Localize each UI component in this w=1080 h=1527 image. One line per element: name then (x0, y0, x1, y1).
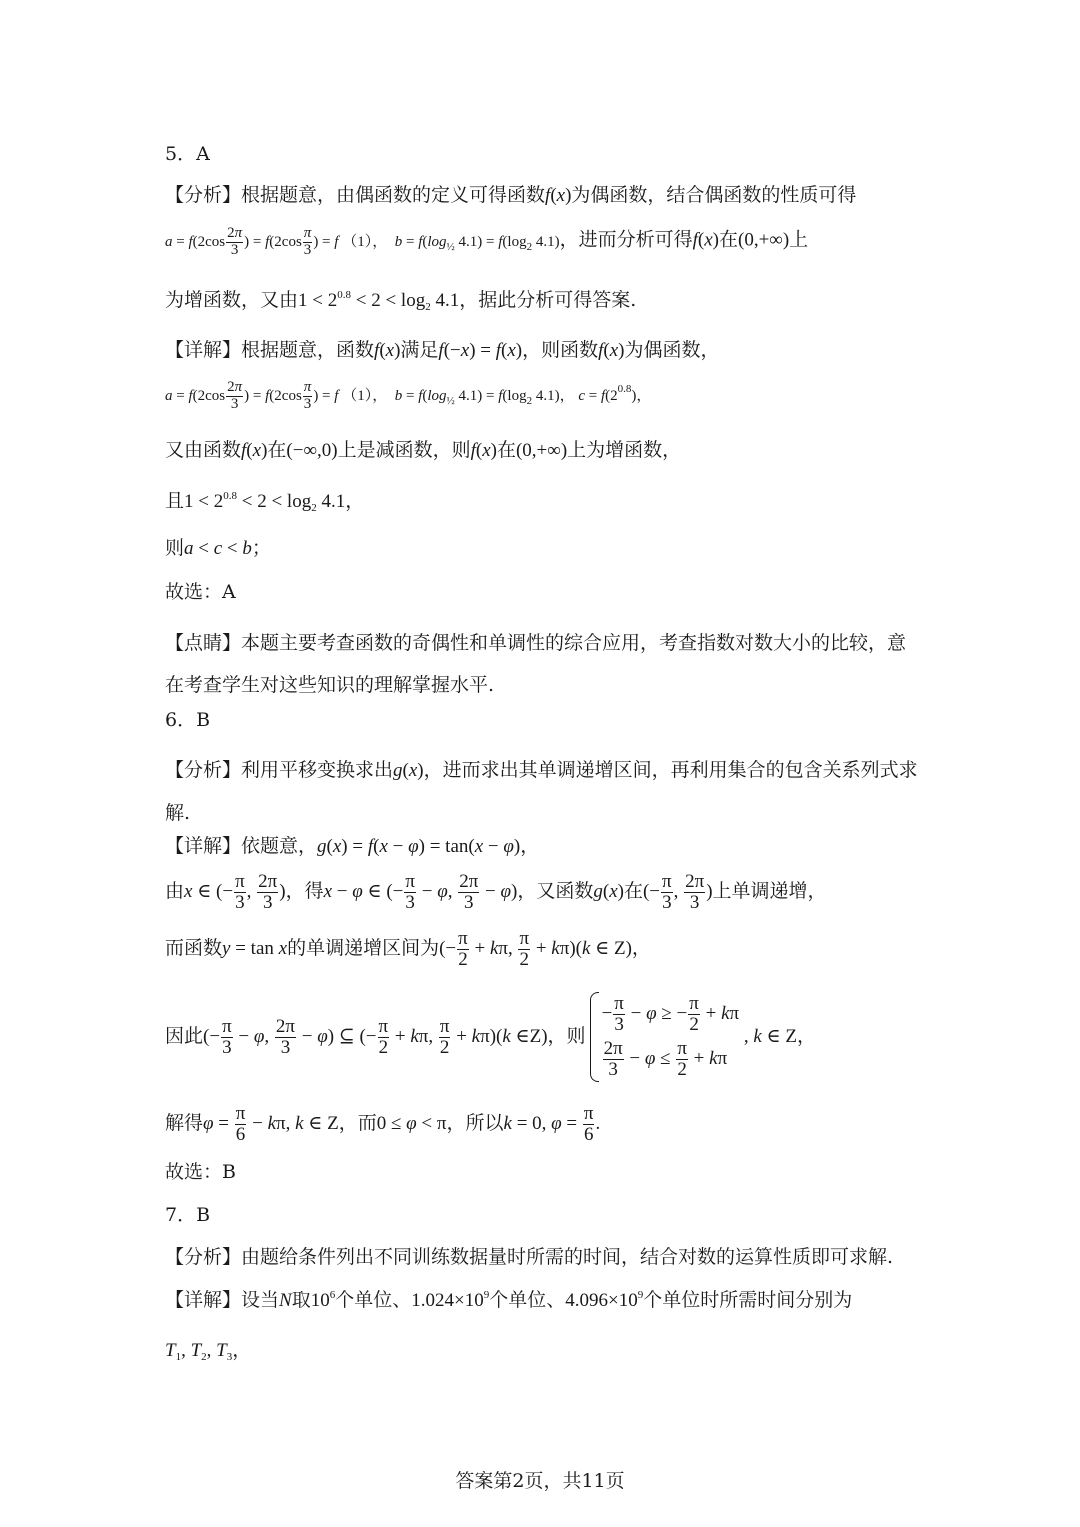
q5-comment-tag: 【点睛】 (165, 632, 242, 654)
q5-analysis-text2: 为偶函数，结合偶函数的性质可得 (571, 184, 857, 206)
formula: $1 < 2^{0.8} < 2 < \log_2 4.1$ (298, 289, 460, 313)
text: ； (251, 537, 271, 559)
text: 满足 (400, 339, 439, 361)
q5-analysis-line3 (165, 289, 925, 314)
q7-detail-line2 (165, 1339, 925, 1364)
q7-header: 7．B (165, 1204, 211, 1226)
formula: 0 ≤ φ < π (376, 1112, 447, 1134)
text: 上为增函数， (567, 439, 682, 461)
text: 为偶函数， (624, 339, 720, 361)
q5-comment (165, 622, 920, 706)
q6-choice: 故选：B (165, 1161, 236, 1183)
q6-detail-tag: 【详解】 (165, 835, 242, 857)
text: 因此 (165, 1024, 204, 1047)
formula: (0,+∞) (515, 440, 568, 461)
formula: N (279, 1290, 292, 1311)
formula-abc: a = f(2cos $\frac{2\pi}{3}$ ) = f(2cos $\frac{\pi}{3}$ ) = f （1）， $b = f(\log_{\frac{1}{2}}$ $4.1) = f(\log_2$ 4.1)， $c = f(2^{0.8})$， (165, 379, 652, 412)
q5-analysis-line2: a = f(2cos $\frac{2\pi}{3}$ ) = f(2cos $\frac{\pi}{3}$ ) = f （1）， $b = f(\log_{\frac{1}{2}}$ $4.1) = f(\log_2$ 4.1)，进而分析可得f(x)在(0,+∞)上 (165, 225, 809, 258)
q5-detail-line4 (165, 490, 925, 515)
formula: (− $\frac{\pi}{3}$ , $\frac{2\pi}{3}$ ) (642, 871, 713, 913)
text: 根据题意，函数 (241, 339, 375, 361)
q5-analysis-line1 (165, 184, 925, 208)
formula: $4.096\times 10^9$ (565, 1289, 644, 1311)
text: ，据此分析可得答案. (459, 289, 637, 311)
text: 在 (267, 439, 287, 461)
q6-detail-line1 (165, 835, 925, 859)
q6-detail-line2 (165, 872, 925, 913)
formula: g(x) (593, 880, 624, 902)
formula-a: a = f(2cos $\frac{2\pi}{3}$ ) = f(2cos $\frac{\pi}{3}$ ) = f （1）， $b = f(\log_{\frac{1}{2}}$ $4.1) = f(\log_2$ 4.1) (165, 225, 560, 258)
q5-analysis-line3-tail: 上 (789, 228, 809, 251)
q6-detail-line4 (165, 990, 925, 1084)
formula: g(x) = f(x − φ) = tan(x − φ)， (317, 836, 540, 857)
inequality-system: − $\frac{\pi}{3}$ − φ ≥ − $\frac{\pi}{2}$ + kπ $\frac{2\pi}{3}$ − φ ≤ $\frac{\pi}{2}$ + kπ (588, 990, 740, 1084)
formula: (− $\frac{\pi}{2}$ + kπ, $\frac{\pi}{2}$ + kπ)(k ∈ Z) (439, 928, 632, 970)
q6-detail-line3 (165, 929, 925, 970)
formula: f(x) (692, 229, 719, 251)
formula: y = tan x (222, 937, 288, 959)
q5-choice: 故选：A (165, 581, 236, 603)
text: ，而 (338, 1111, 377, 1134)
text: 在 (496, 439, 516, 461)
formula: x ∈ (− $\frac{\pi}{3}$ , $\frac{2\pi}{3}$ ) (184, 871, 286, 913)
q7-detail-line1 (165, 1289, 925, 1313)
formula: f(x) (470, 440, 497, 461)
text: 设当 (241, 1289, 280, 1311)
formula: f(x) (374, 340, 401, 361)
text: 且 (165, 490, 185, 512)
formula: f(x) (545, 185, 572, 206)
q5-detail-line3 (165, 439, 925, 463)
q5-detail-line5 (165, 537, 925, 561)
text: 取 (291, 1289, 311, 1311)
text: ， (631, 936, 651, 959)
q7-analysis-tag: 【分析】 (165, 1246, 242, 1268)
text: 而函数 (165, 936, 223, 959)
formula: f(−x) = f(x) (438, 340, 523, 361)
text: ，进而求出其单调递增区间，再利用集合的包含关系列式求解. (165, 759, 918, 824)
formula: $1 < 2^{0.8} < 2 < \log_2 4.1$ (184, 490, 346, 514)
text: 在 (623, 879, 643, 902)
text: 上是减函数，则 (337, 439, 471, 461)
text: 由 (165, 879, 185, 902)
text: 个单位、 (489, 1289, 566, 1311)
q6-header: 6．B (165, 709, 211, 731)
q7-analysis (165, 1246, 925, 1269)
formula: $1.024\times 10^9$ (411, 1289, 490, 1311)
q5-analysis-text: 根据题意，由偶函数的定义可得函数 (241, 184, 546, 206)
formula: φ = $\frac{\pi}{6}$ − kπ, k ∈ Z (203, 1103, 339, 1145)
formula: k = 0, φ = $\frac{\pi}{6}$ . (503, 1103, 601, 1145)
q5-comment-text: 本题主要考查函数的奇偶性和单调性的综合应用，考查指数对数大小的比较，意在考查学生对这些知识的理解掌握水平. (165, 632, 907, 696)
text: 解得 (165, 1111, 204, 1134)
formula: , k ∈ Z， (739, 1025, 816, 1047)
q5-analysis-tag: 【分析】 (165, 184, 242, 206)
q5-detail-tag: 【详解】 (165, 339, 242, 361)
text: 为增函数，又由 (165, 289, 299, 311)
formula: (− $\frac{\pi}{3}$ − φ, $\frac{2\pi}{3}$ − φ) ⊆ (− $\frac{\pi}{2}$ + kπ, $\frac{\pi}{2}$ + kπ)(k ∈Z) (203, 1016, 548, 1059)
text: 的单调递增区间为 (287, 936, 440, 959)
q5-detail-line2 (165, 380, 925, 413)
formula: a < c < b (184, 538, 252, 559)
formula: (0,+∞) (738, 229, 790, 251)
text: ，则函数 (522, 339, 599, 361)
formula: f(x) (241, 440, 268, 461)
text: 利用平移变换求出 (241, 759, 394, 781)
text: ，又函数 (517, 879, 594, 902)
text: 依题意， (241, 835, 318, 857)
q6-analysis-tag: 【分析】 (165, 759, 242, 781)
text: ，则 (547, 1024, 586, 1047)
q5-analysis-line3-mid: ，进而分析可得 (559, 228, 693, 251)
text: 个单位时所需时间分别为 (643, 1289, 853, 1311)
text: 又由函数 (165, 439, 242, 461)
text: ，得 (285, 879, 324, 902)
q5-detail-line1 (165, 339, 925, 363)
text: ，所以 (446, 1111, 504, 1134)
text: 则 (165, 537, 185, 559)
formula: (−∞,0) (286, 440, 338, 461)
formula: f(x) (598, 340, 625, 361)
formula: g(x) (393, 760, 424, 781)
formula: $10^6$ (310, 1289, 336, 1311)
q7-detail-tag: 【详解】 (165, 1289, 242, 1311)
page-footer: 答案第2页，共11页 (455, 1470, 625, 1492)
q5-header: 5．A (165, 143, 210, 165)
q6-analysis (165, 749, 920, 834)
formula: $T_1$, $T_2$, $T_3$， (165, 1340, 252, 1363)
text: 个单位、 (335, 1289, 412, 1311)
formula: x − φ ∈ (− $\frac{\pi}{3}$ − φ, $\frac{2\pi}{3}$ − φ) (323, 871, 518, 913)
text: ， (345, 490, 365, 512)
q6-detail-line5 (165, 1104, 925, 1145)
text: 由题给条件列出不同训练数据量时所需的时间，结合对数的运算性质即可求解. (241, 1246, 894, 1268)
text: 上单调递增， (712, 879, 827, 902)
